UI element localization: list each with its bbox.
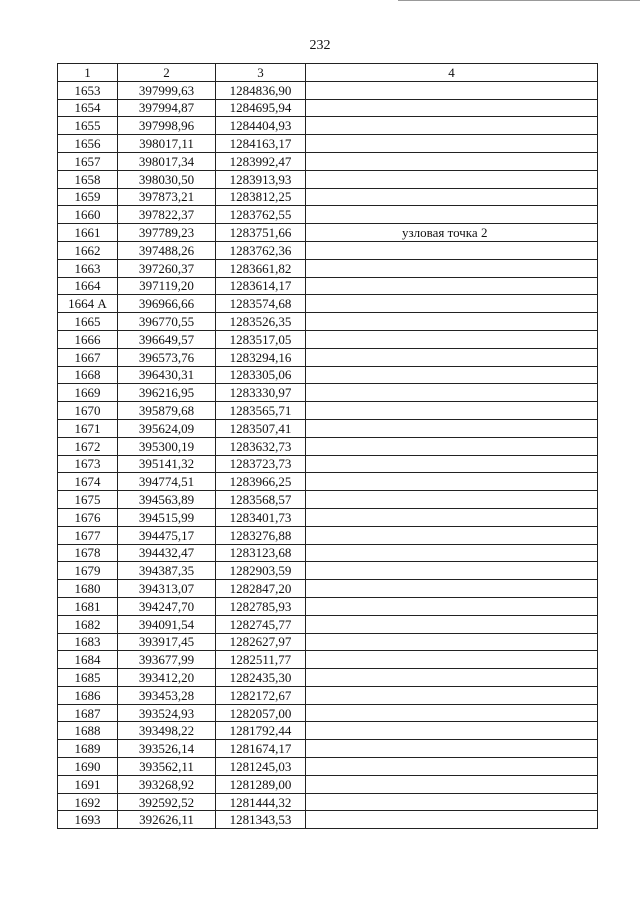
- x-coordinate-cell: 394247,70: [118, 597, 216, 615]
- x-coordinate-cell: 394091,54: [118, 615, 216, 633]
- table-row: [58, 99, 598, 117]
- coordinates-table: [57, 63, 598, 829]
- point-number-cell: 1658: [58, 170, 118, 188]
- y-coordinate-cell: 1282745,77: [216, 615, 306, 633]
- point-number-cell: 1686: [58, 686, 118, 704]
- note-cell: [306, 206, 598, 224]
- x-coordinate-cell: 394774,51: [118, 473, 216, 491]
- table-row: [58, 455, 598, 473]
- x-coordinate-cell: 392592,52: [118, 793, 216, 811]
- note-cell: [306, 775, 598, 793]
- point-number-cell: 1679: [58, 562, 118, 580]
- note-cell: [306, 419, 598, 437]
- note-cell: [306, 313, 598, 331]
- table-row: [58, 615, 598, 633]
- y-coordinate-cell: 1283123,68: [216, 544, 306, 562]
- table-row: [58, 384, 598, 402]
- y-coordinate-cell: 1283992,47: [216, 152, 306, 170]
- table-row: [58, 526, 598, 544]
- table-row: [58, 597, 598, 615]
- note-cell: [306, 562, 598, 580]
- y-coordinate-cell: 1283632,73: [216, 437, 306, 455]
- table-row: [58, 152, 598, 170]
- x-coordinate-cell: 393524,93: [118, 704, 216, 722]
- point-number-cell: 1663: [58, 259, 118, 277]
- table-row: [58, 224, 598, 242]
- page-number: 232: [309, 38, 331, 53]
- note-cell: [306, 651, 598, 669]
- note-cell: [306, 722, 598, 740]
- y-coordinate-cell: 1282172,67: [216, 686, 306, 704]
- y-coordinate-cell: 1283812,25: [216, 188, 306, 206]
- x-coordinate-cell: 395141,32: [118, 455, 216, 473]
- table-row: [58, 313, 598, 331]
- point-number-cell: 1684: [58, 651, 118, 669]
- table-row: [58, 722, 598, 740]
- point-number-cell: 1688: [58, 722, 118, 740]
- note-cell: [306, 170, 598, 188]
- x-coordinate-cell: 395624,09: [118, 419, 216, 437]
- table-row: [58, 206, 598, 224]
- point-number-cell: 1656: [58, 135, 118, 153]
- column-header-4: 4: [306, 64, 598, 82]
- y-coordinate-cell: 1283614,17: [216, 277, 306, 295]
- x-coordinate-cell: 394387,35: [118, 562, 216, 580]
- point-number-cell: 1677: [58, 526, 118, 544]
- y-coordinate-cell: 1283401,73: [216, 508, 306, 526]
- note-cell: [306, 491, 598, 509]
- x-coordinate-cell: 396770,55: [118, 313, 216, 331]
- x-coordinate-cell: 393412,20: [118, 669, 216, 687]
- note-cell: [306, 330, 598, 348]
- point-number-cell: 1653: [58, 81, 118, 99]
- y-coordinate-cell: 1282903,59: [216, 562, 306, 580]
- x-coordinate-cell: 398017,11: [118, 135, 216, 153]
- note-cell: [306, 402, 598, 420]
- x-coordinate-cell: 397789,23: [118, 224, 216, 242]
- top-border-line: [398, 0, 640, 1]
- table-row: [58, 704, 598, 722]
- x-coordinate-cell: 396430,31: [118, 366, 216, 384]
- note-cell: [306, 704, 598, 722]
- table-row: [58, 330, 598, 348]
- table-row: [58, 633, 598, 651]
- table-row: [58, 241, 598, 259]
- table-row: [58, 419, 598, 437]
- x-coordinate-cell: 395879,68: [118, 402, 216, 420]
- note-cell: [306, 455, 598, 473]
- x-coordinate-cell: 393917,45: [118, 633, 216, 651]
- y-coordinate-cell: 1282627,97: [216, 633, 306, 651]
- table-row: [58, 651, 598, 669]
- table-row: [58, 775, 598, 793]
- table-row: [58, 758, 598, 776]
- x-coordinate-cell: 393562,11: [118, 758, 216, 776]
- table-body: [58, 81, 598, 828]
- table-row: [58, 81, 598, 99]
- table-row: [58, 348, 598, 366]
- note-cell: узловая точка 2: [306, 224, 598, 242]
- point-number-cell: 1662: [58, 241, 118, 259]
- x-coordinate-cell: 394432,47: [118, 544, 216, 562]
- x-coordinate-cell: 396573,76: [118, 348, 216, 366]
- note-cell: [306, 811, 598, 829]
- table-row: [58, 562, 598, 580]
- note-cell: [306, 526, 598, 544]
- table-row: [58, 686, 598, 704]
- table-row: [58, 793, 598, 811]
- x-coordinate-cell: 393526,14: [118, 740, 216, 758]
- table-row: [58, 402, 598, 420]
- note-cell: [306, 793, 598, 811]
- x-coordinate-cell: 394515,99: [118, 508, 216, 526]
- point-number-cell: 1680: [58, 580, 118, 598]
- y-coordinate-cell: 1284404,93: [216, 117, 306, 135]
- table-row: [58, 437, 598, 455]
- point-number-cell: 1661: [58, 224, 118, 242]
- point-number-cell: 1682: [58, 615, 118, 633]
- note-cell: [306, 241, 598, 259]
- table-row: [58, 508, 598, 526]
- y-coordinate-cell: 1283762,36: [216, 241, 306, 259]
- y-coordinate-cell: 1281245,03: [216, 758, 306, 776]
- point-number-cell: 1657: [58, 152, 118, 170]
- point-number-cell: 1678: [58, 544, 118, 562]
- note-cell: [306, 99, 598, 117]
- note-cell: [306, 508, 598, 526]
- point-number-cell: 1654: [58, 99, 118, 117]
- note-cell: [306, 544, 598, 562]
- point-number-cell: 1664 А: [58, 295, 118, 313]
- x-coordinate-cell: 397999,63: [118, 81, 216, 99]
- x-coordinate-cell: 393498,22: [118, 722, 216, 740]
- y-coordinate-cell: 1283507,41: [216, 419, 306, 437]
- point-number-cell: 1660: [58, 206, 118, 224]
- table-row: [58, 259, 598, 277]
- point-number-cell: 1673: [58, 455, 118, 473]
- y-coordinate-cell: 1283517,05: [216, 330, 306, 348]
- note-cell: [306, 81, 598, 99]
- x-coordinate-cell: 394475,17: [118, 526, 216, 544]
- point-number-cell: 1693: [58, 811, 118, 829]
- note-cell: [306, 580, 598, 598]
- y-coordinate-cell: 1281792,44: [216, 722, 306, 740]
- point-number-cell: 1669: [58, 384, 118, 402]
- point-number-cell: 1659: [58, 188, 118, 206]
- point-number-cell: 1692: [58, 793, 118, 811]
- column-header-2: 2: [118, 64, 216, 82]
- table-row: [58, 669, 598, 687]
- y-coordinate-cell: 1283305,06: [216, 366, 306, 384]
- x-coordinate-cell: 398017,34: [118, 152, 216, 170]
- x-coordinate-cell: 393453,28: [118, 686, 216, 704]
- y-coordinate-cell: 1283565,71: [216, 402, 306, 420]
- note-cell: [306, 152, 598, 170]
- table-row: [58, 544, 598, 562]
- y-coordinate-cell: 1283751,66: [216, 224, 306, 242]
- y-coordinate-cell: 1283276,88: [216, 526, 306, 544]
- y-coordinate-cell: 1282847,20: [216, 580, 306, 598]
- note-cell: [306, 295, 598, 313]
- table-row: [58, 170, 598, 188]
- table-row: [58, 580, 598, 598]
- point-number-cell: 1672: [58, 437, 118, 455]
- y-coordinate-cell: 1283574,68: [216, 295, 306, 313]
- point-number-cell: 1689: [58, 740, 118, 758]
- point-number-cell: 1676: [58, 508, 118, 526]
- y-coordinate-cell: 1283330,97: [216, 384, 306, 402]
- x-coordinate-cell: 396649,57: [118, 330, 216, 348]
- y-coordinate-cell: 1281444,32: [216, 793, 306, 811]
- y-coordinate-cell: 1283762,55: [216, 206, 306, 224]
- note-cell: [306, 758, 598, 776]
- note-cell: [306, 686, 598, 704]
- y-coordinate-cell: 1282785,93: [216, 597, 306, 615]
- point-number-cell: 1683: [58, 633, 118, 651]
- table-row: [58, 117, 598, 135]
- x-coordinate-cell: 397822,37: [118, 206, 216, 224]
- point-number-cell: 1691: [58, 775, 118, 793]
- y-coordinate-cell: 1282435,30: [216, 669, 306, 687]
- table-row: [58, 277, 598, 295]
- x-coordinate-cell: 396966,66: [118, 295, 216, 313]
- y-coordinate-cell: 1281674,17: [216, 740, 306, 758]
- point-number-cell: 1685: [58, 669, 118, 687]
- note-cell: [306, 437, 598, 455]
- note-cell: [306, 597, 598, 615]
- table-row: [58, 740, 598, 758]
- y-coordinate-cell: 1283913,93: [216, 170, 306, 188]
- y-coordinate-cell: 1284163,17: [216, 135, 306, 153]
- x-coordinate-cell: 397998,96: [118, 117, 216, 135]
- point-number-cell: 1690: [58, 758, 118, 776]
- y-coordinate-cell: 1283661,82: [216, 259, 306, 277]
- point-number-cell: 1666: [58, 330, 118, 348]
- table-row: [58, 811, 598, 829]
- x-coordinate-cell: 394313,07: [118, 580, 216, 598]
- note-cell: [306, 259, 598, 277]
- table-row: [58, 491, 598, 509]
- x-coordinate-cell: 396216,95: [118, 384, 216, 402]
- y-coordinate-cell: 1283294,16: [216, 348, 306, 366]
- y-coordinate-cell: 1283723,73: [216, 455, 306, 473]
- table-row: [58, 295, 598, 313]
- point-number-cell: 1674: [58, 473, 118, 491]
- point-number-cell: 1667: [58, 348, 118, 366]
- x-coordinate-cell: 398030,50: [118, 170, 216, 188]
- x-coordinate-cell: 397873,21: [118, 188, 216, 206]
- note-cell: [306, 366, 598, 384]
- x-coordinate-cell: 397488,26: [118, 241, 216, 259]
- point-number-cell: 1665: [58, 313, 118, 331]
- x-coordinate-cell: 397994,87: [118, 99, 216, 117]
- y-coordinate-cell: 1284836,90: [216, 81, 306, 99]
- y-coordinate-cell: 1281343,53: [216, 811, 306, 829]
- note-cell: [306, 135, 598, 153]
- point-number-cell: 1655: [58, 117, 118, 135]
- point-number-cell: 1664: [58, 277, 118, 295]
- y-coordinate-cell: 1281289,00: [216, 775, 306, 793]
- point-number-cell: 1671: [58, 419, 118, 437]
- table-row: [58, 366, 598, 384]
- x-coordinate-cell: 393268,92: [118, 775, 216, 793]
- x-coordinate-cell: 397119,20: [118, 277, 216, 295]
- y-coordinate-cell: 1283526,35: [216, 313, 306, 331]
- point-number-cell: 1687: [58, 704, 118, 722]
- y-coordinate-cell: 1283966,25: [216, 473, 306, 491]
- note-cell: [306, 669, 598, 687]
- x-coordinate-cell: 393677,99: [118, 651, 216, 669]
- x-coordinate-cell: 395300,19: [118, 437, 216, 455]
- column-header-3: 3: [216, 64, 306, 82]
- note-cell: [306, 277, 598, 295]
- y-coordinate-cell: 1282511,77: [216, 651, 306, 669]
- note-cell: [306, 348, 598, 366]
- table-row: [58, 188, 598, 206]
- y-coordinate-cell: 1283568,57: [216, 491, 306, 509]
- point-number-cell: 1681: [58, 597, 118, 615]
- note-cell: [306, 633, 598, 651]
- x-coordinate-cell: 397260,37: [118, 259, 216, 277]
- table-row: [58, 135, 598, 153]
- point-number-cell: 1670: [58, 402, 118, 420]
- note-cell: [306, 615, 598, 633]
- note-cell: [306, 740, 598, 758]
- note-cell: [306, 188, 598, 206]
- x-coordinate-cell: 394563,89: [118, 491, 216, 509]
- y-coordinate-cell: 1282057,00: [216, 704, 306, 722]
- note-cell: [306, 384, 598, 402]
- column-header-1: 1: [58, 64, 118, 82]
- point-number-cell: 1675: [58, 491, 118, 509]
- point-number-cell: 1668: [58, 366, 118, 384]
- note-cell: [306, 473, 598, 491]
- note-cell: [306, 117, 598, 135]
- x-coordinate-cell: 392626,11: [118, 811, 216, 829]
- table-header-row: [58, 64, 598, 82]
- y-coordinate-cell: 1284695,94: [216, 99, 306, 117]
- table-row: [58, 473, 598, 491]
